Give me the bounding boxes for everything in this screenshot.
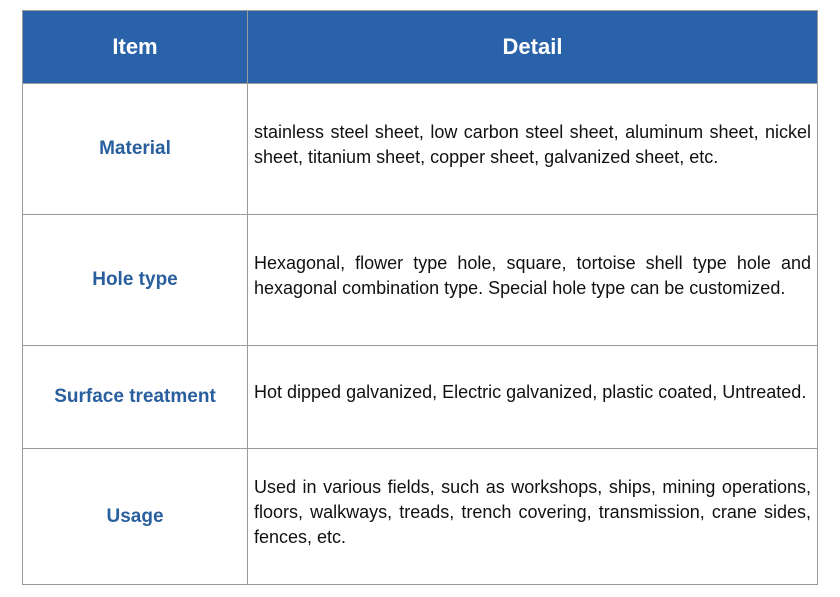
detail-cell-material <box>248 84 818 215</box>
detail-cell-usage <box>248 449 818 585</box>
table-row <box>23 215 818 346</box>
table-row <box>23 84 818 215</box>
detail-text: stainless steel sheet, low carbon steel sheet, aluminum sheet, nickel sheet, titanium sheet, copper sheet, galvanized sheet, etc. <box>254 122 811 167</box>
detail-cell-hole-type <box>248 215 818 346</box>
detail-text: Hot dipped galvanized, Electric galvanized, plastic coated, Untreated. <box>254 381 807 402</box>
item-cell-material: Material <box>23 84 248 215</box>
table-row <box>23 346 818 449</box>
detail-text: Used in various fields, such as workshops, ships, mining operations, floors, walkways, treads, trench covering, transmission, crane sides, fences, etc. <box>254 477 811 547</box>
item-cell-hole-type: Hole type <box>23 215 248 346</box>
detail-cell-surface-treatment <box>248 346 818 449</box>
table-header <box>23 11 818 84</box>
header-row <box>23 11 818 84</box>
header-item: Item <box>23 11 248 84</box>
header-detail: Detail <box>248 11 818 84</box>
item-cell-usage: Usage <box>23 449 248 585</box>
specification-table <box>22 10 818 585</box>
detail-text: Hexagonal, flower type hole, square, tortoise shell type hole and hexagonal combination type. Special hole type can be customized. <box>254 253 811 298</box>
table-body <box>23 84 818 585</box>
item-cell-surface-treatment: Surface treatment <box>23 346 248 449</box>
table-row <box>23 449 818 585</box>
